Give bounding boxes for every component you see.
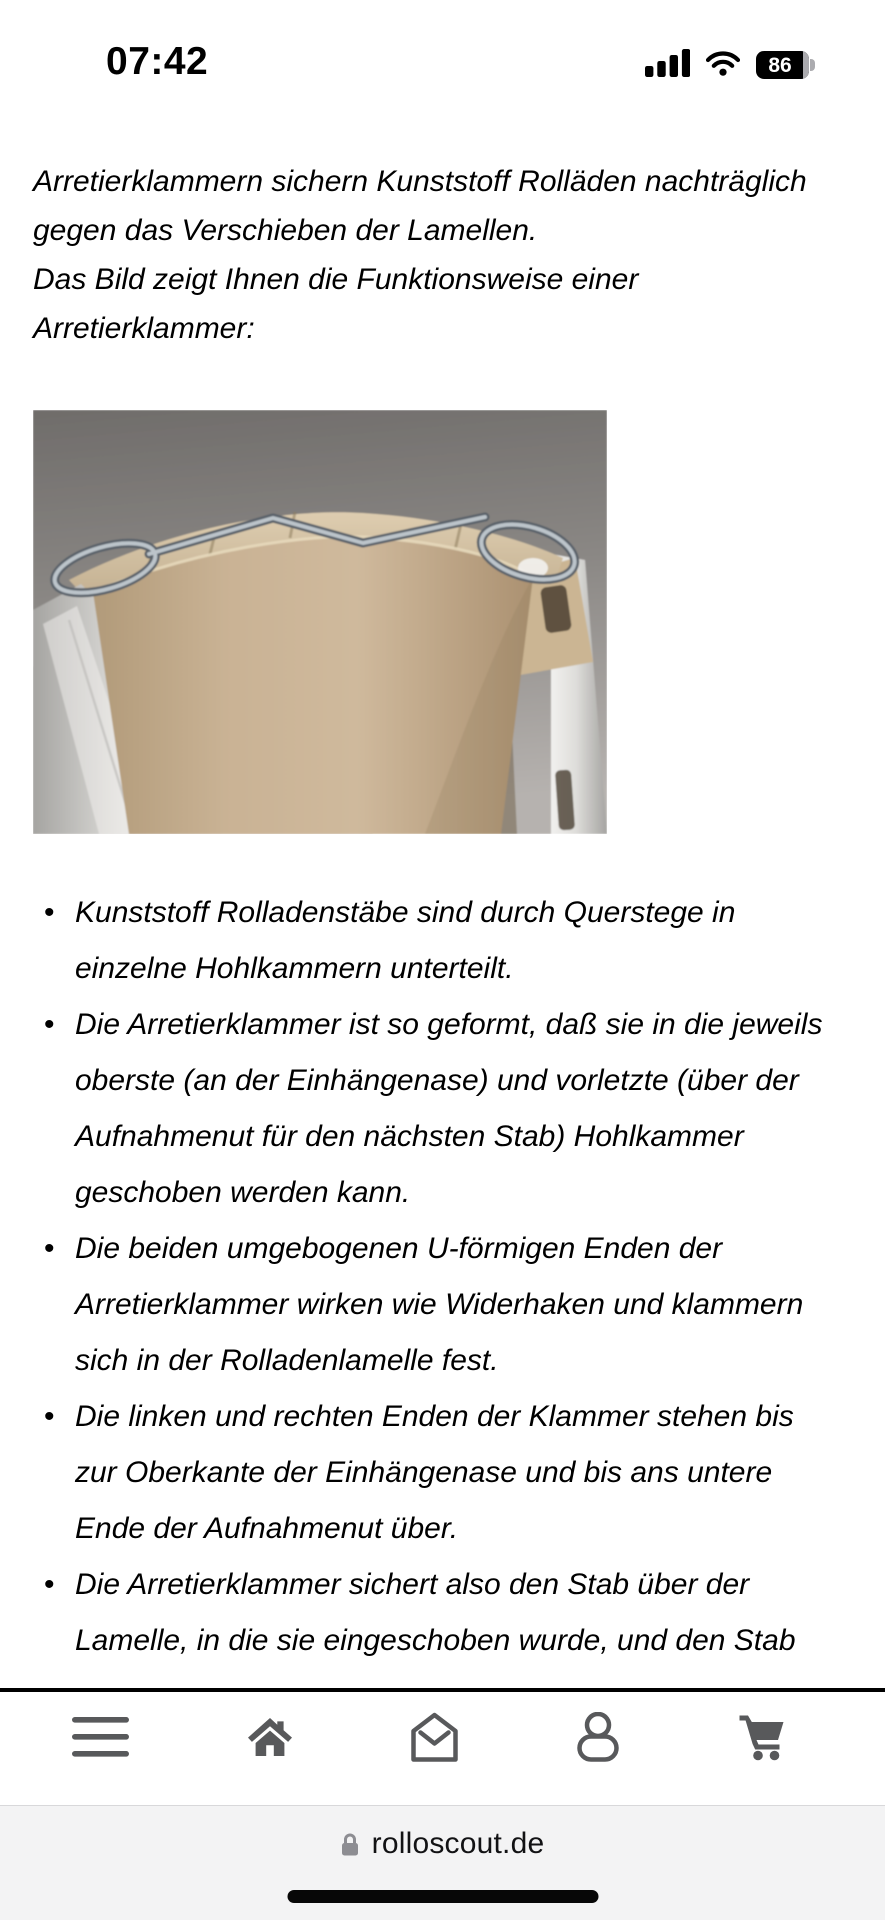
mail-icon bbox=[411, 1712, 458, 1762]
home-button[interactable] bbox=[248, 1718, 292, 1756]
battery-percent: 86 bbox=[768, 53, 792, 77]
account-button[interactable] bbox=[577, 1712, 619, 1762]
list-item: • Die Arretierklammer ist so geformt, daß sie in die jeweils oberste (an der Einhängenase) und vorletzte (über der Aufnahmenut für den nächsten Stab) Hohlkammer geschoben werden kann. bbox=[75, 997, 855, 1221]
list-item: • Die beiden umgebogenen U-förmigen Enden der Arretierklammer wirken wie Widerhaken und klammern sich in der Rolladenlamelle fest. bbox=[75, 1221, 855, 1389]
list-item: • Die Arretierklammer sichert also den Stab über der Lamelle, in die sie eingeschoben wurde, und den Stab bbox=[75, 1557, 855, 1669]
status-icons bbox=[645, 50, 815, 80]
battery-cap bbox=[810, 59, 815, 71]
status-bar bbox=[0, 0, 885, 100]
url-domain: rolloscout.de bbox=[371, 1827, 545, 1860]
cart-icon bbox=[738, 1714, 785, 1761]
wifi-icon bbox=[706, 50, 740, 81]
list-item: • Kunststoff Rolladenstäbe sind durch Querstege in einzelne Hohlkammern unterteilt. bbox=[75, 885, 855, 997]
lock-icon bbox=[341, 1832, 359, 1856]
status-time: 07:42 bbox=[106, 40, 209, 83]
battery-icon bbox=[756, 51, 815, 79]
article-intro: Arretierklammern sichern Kunststoff Rolläden nachträglich gegen das Verschieben der Lamellen. Das Bild zeigt Ihnen die Funktionsweise einer Arretierklammer: bbox=[33, 165, 807, 345]
menu-icon bbox=[72, 1717, 129, 1757]
site-tab-bar bbox=[0, 1688, 885, 1805]
list-item: • Die linken und rechten Enden der Klammer stehen bis zur Oberkante der Einhängenase und bis ans untere Ende der Aufnahmenut über. bbox=[75, 1389, 855, 1557]
arretierklammer-photo bbox=[33, 410, 607, 834]
menu-button[interactable] bbox=[72, 1717, 129, 1757]
signal-icon bbox=[645, 49, 690, 82]
contact-button[interactable] bbox=[411, 1712, 458, 1762]
battery-empty-segment bbox=[803, 51, 809, 79]
user-icon bbox=[577, 1712, 619, 1762]
article-bullet-list bbox=[33, 885, 855, 1669]
home-icon bbox=[248, 1718, 292, 1756]
home-indicator[interactable] bbox=[287, 1890, 598, 1903]
cart-button[interactable] bbox=[738, 1714, 785, 1761]
safari-url-bar[interactable] bbox=[0, 1805, 885, 1920]
